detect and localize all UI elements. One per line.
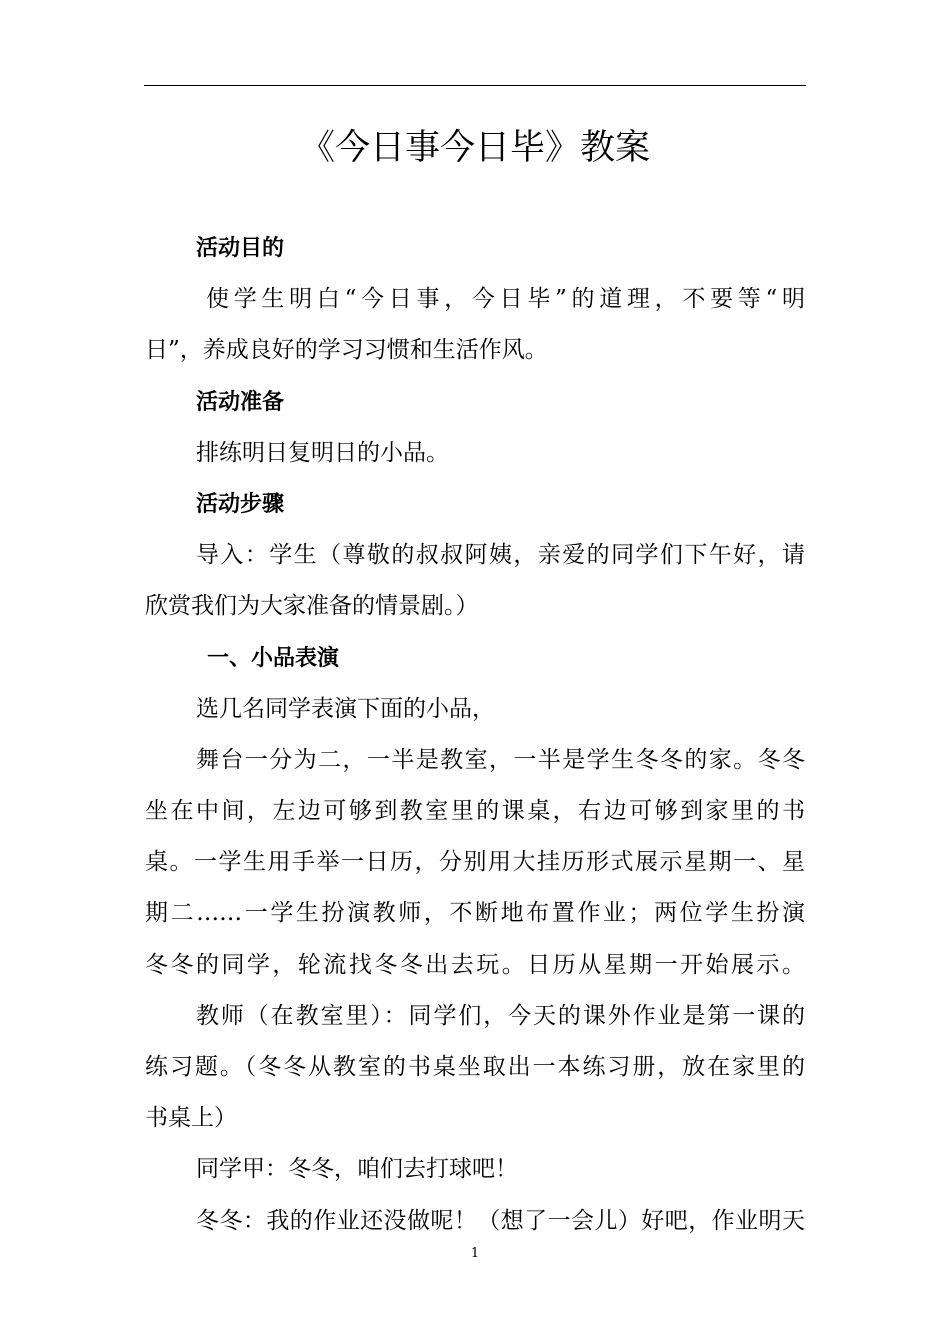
paragraph-stage-line: 冬冬的同学，轮流找冬冬出去玩。日历从星期一开始展示。 bbox=[145, 951, 805, 978]
section-heading-part1: 一、小品表演 bbox=[207, 645, 340, 671]
paragraph-dongdong-line: 冬冬：我的作业还没做呢！（想了一会儿）好吧，作业明天 bbox=[196, 1207, 805, 1234]
section-heading-goal: 活动目的 bbox=[196, 236, 285, 261]
header-rule bbox=[144, 85, 806, 86]
paragraph-teacher-line: 书桌上） bbox=[145, 1105, 237, 1132]
paragraph-intro-line: 欣赏我们为大家准备的情景剧。） bbox=[145, 593, 479, 620]
section-heading-preparation: 活动准备 bbox=[196, 389, 285, 415]
paragraph-part1-intro: 选几名同学表演下面的小品， bbox=[196, 695, 495, 722]
paragraph-teacher-line: 练习题。（冬冬从教室的书桌坐取出一本练习册，放在家里的 bbox=[145, 1054, 805, 1080]
paragraph-intro-line: 导入：学生（尊敬的叔叔阿姨，亲爱的同学们下午好，请 bbox=[196, 542, 805, 569]
paragraph-stage-line: 坐在中间，左边可够到教室里的课桌，右边可够到家里的书 bbox=[145, 798, 805, 825]
document-body bbox=[145, 223, 805, 1247]
paragraph-preparation: 排练明日复明日的小品。 bbox=[196, 439, 449, 466]
page-number: 1 bbox=[470, 1246, 480, 1261]
document-title: 《今日事今日毕》教案 bbox=[299, 128, 650, 168]
section-heading-steps: 活动步骤 bbox=[196, 491, 285, 517]
paragraph-stage-line: 桌。一学生用手举一日历，分别用大挂历形式展示星期一、星 bbox=[145, 849, 805, 876]
paragraph-teacher-line: 教师（在教室里）：同学们，今天的课外作业是第一课的 bbox=[196, 1002, 805, 1029]
paragraph-stage-line: 舞台一分为二，一半是教室，一半是学生冬冬的家。冬冬 bbox=[196, 746, 805, 773]
paragraph-classmate-line: 同学甲：冬冬，咱们去打球吧！ bbox=[196, 1156, 518, 1183]
paragraph-goal-line: 日”，养成良好的学习习惯和生活作风。 bbox=[145, 337, 548, 364]
paragraph-stage-line: 期二……一学生扮演教师，不断地布置作业；两位学生扮演 bbox=[145, 900, 805, 927]
paragraph-goal-line: 使学生明白“今日事，今日毕”的道理，不要等“明 bbox=[206, 286, 805, 313]
